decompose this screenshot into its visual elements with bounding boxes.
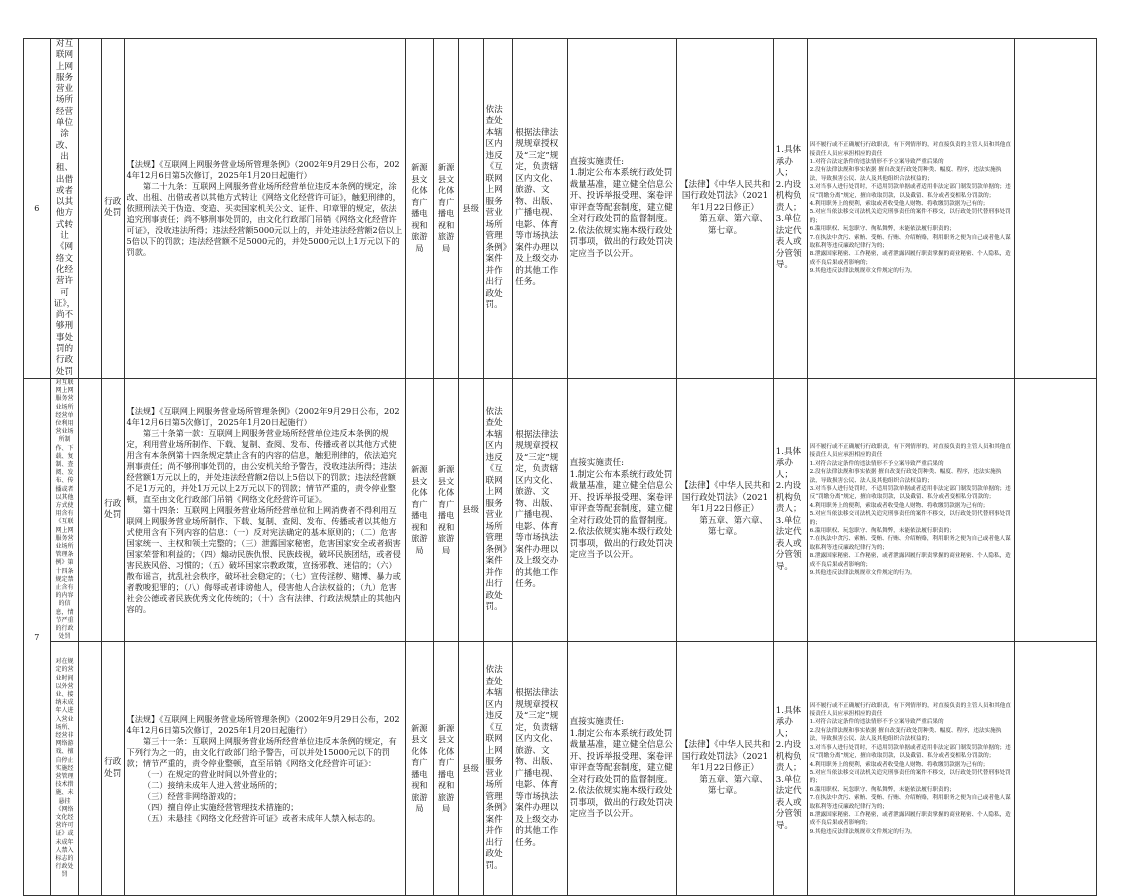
- basis-list-item: （五）未悬挂《网络文化经营许可证》或者未成年人禁入标志的。: [142, 812, 381, 823]
- blank-cell: [79, 642, 102, 896]
- accountability-cell: [807, 39, 1014, 379]
- level-cell: 县级: [458, 378, 483, 642]
- resp-cell: [567, 39, 677, 379]
- law-line: 【法律】《中华人民共和国行政处罚法》（2021年1月22日修正）: [679, 740, 771, 774]
- subject-resp-cell: [773, 642, 807, 896]
- resp-line: 2.依法依规实施本级行政处罚事项，做出的行政处罚决定应当予以公开。: [569, 527, 673, 561]
- blank-cell: [1014, 642, 1096, 896]
- resp-cell: [567, 378, 677, 642]
- subj-resp-line: 1.具体承办人；: [775, 446, 802, 480]
- accountability-line: 8.泄露国家秘密、工作秘密，或者泄露因履行职责掌握的商业秘密、个人隐私，造成不良后果或者影响的；: [809, 811, 1011, 827]
- resp-line: 1.制定公布本系统行政处罚裁量基准，建立健全信息公开、投诉举报受理、案卷评审评查等配套制度，建立健全对行政处罚的监督制度。: [569, 728, 673, 785]
- accountability-cell: [807, 642, 1014, 896]
- resp-line: 直接实施责任:: [569, 156, 625, 167]
- accountability-line: 4.利用职务上的便利，索取或者收受他人财物、将收缴罚款据为己有的；: [809, 502, 989, 509]
- accountability-line: 4.利用职务上的便利，索取或者收受他人财物、将收缴罚款据为己有的；: [809, 761, 989, 768]
- resp-line: 2.依法依规实施本级行政处罚事项，做出的行政处罚决定应当予以公开。: [569, 786, 673, 820]
- blank-cell: [1014, 378, 1096, 642]
- accountability-line: 2.没有法律法规和事实依据 擅自改变行政处罚种类、幅度、程序，违法实施执法，导致损害公民、法人及其他组织合法权益的；: [809, 469, 1002, 484]
- resp-cell: [567, 642, 677, 896]
- accountability-line: 8.泄露国家秘密、工作秘密，或者泄露因履行职责掌握的商业秘密、个人隐私，造成不良后果或者影响的；: [809, 553, 1011, 568]
- basis-article: 第三十一条：互联网上网服务营业场所经营单位违反本条例的规定，有下列行为之一的，由文化行政部门给予警告，可以并处15000元以下的罚款；情节严重的，责令停业整顿，直至吊销《网络文化经营许可证》：: [126, 735, 397, 768]
- accountability-line: 6.滥用职权、玩忽职守、徇私舞弊，未能依法履行职责的；: [809, 527, 955, 534]
- law-line: 【法律】《中华人民共和国行政处罚法》（2021年1月22日修正）: [679, 481, 771, 515]
- accountability-line: 8.泄露国家秘密、工作秘密，或者泄露因履行职责掌握的商业秘密、个人隐私，造成不良后果或者影响的；: [809, 251, 1011, 266]
- duty-cell: 根据法律法规规章授权及“三定”规定，负责辖区内文化、旅游、文物、出版、广播电视、电影、体育等市场执法案件办理以及上级交办的其他工作任务。: [513, 642, 567, 896]
- level-cell: 县级: [458, 39, 483, 379]
- accountability-line: 3.对当事人进行处罚时，不适用罚款单据或者适用非法定部门制发罚款单据的；违反“罚缴分离”规定，擅自收取罚款，以及截留、私分或者变相私分罚款的；: [809, 184, 1011, 199]
- basis-article: 第二十九条：互联网上网服务营业场所经营单位违反本条例的规定，涂改、出租、出借或者以其他方式转让《网络文化经营许可证》，触犯刑律的，依照刑法关于伪造、变造、买卖国家机关公文、证件、印章罪的规定，依法追究刑事责任；尚不够刑事处罚的，由文化行政部门吊销《网络文化经营许可证》，没收违法所得；违法经营额5000元以上的，并处违法经营额2倍以上5倍以下的罚款；违法经营额不足5000元的，并处5000元以上1万元以下的罚款。: [126, 180, 403, 257]
- basis-head: 【法规】《互联网上网服务营业场所管理条例》（2002年9月29日公布，2024年12月6日第5次修订，2025年1月20日起施行）: [126, 713, 400, 735]
- basis-list-item: （三）经营非网络游戏的；: [142, 790, 242, 801]
- accountability-cell: [807, 378, 1014, 642]
- subject-resp-cell: [773, 39, 807, 379]
- dept-short-cell: 新源县文化体育广播电视和旅游局: [434, 39, 459, 379]
- law-line: 【法律】《中华人民共和国行政处罚法》（2021年1月22日修正）: [679, 179, 771, 213]
- table-row: [24, 39, 1097, 379]
- basis-list-item: （一）在规定的营业时间以外营业的；: [142, 768, 283, 779]
- accountability-line: 7.在执法中贪污、索贿、受贿、行贿、介绍贿赂，利用职务之便为自己或者他人谋取私利等违反廉政纪律行为的；: [809, 795, 1011, 810]
- basis-head: 【法规】《互联网上网服务营业场所管理条例》（2002年9月29日公布，2024年12月6日第5次修订，2025年1月20日起施行）: [126, 405, 400, 427]
- basis-cell: [124, 378, 405, 642]
- law-cell: [677, 642, 773, 896]
- resp-line: 直接实施责任:: [569, 458, 625, 469]
- accountability-line: 1.对符合法定条件的违法情形不予立案导致严重后果的: [809, 460, 944, 467]
- table-row: [24, 378, 1097, 642]
- accountability-line: 9.其他违反法律法规规章文件规定的行为。: [809, 570, 916, 576]
- duty-cell: 根据法律法规规章授权及“三定”规定，负责辖区内文化、旅游、文物、出版、广播电视、电影、体育等市场执法案件办理以及上级交办的其他工作任务。: [513, 378, 567, 642]
- item-name-cell: 对在规定的营业时间以外营业、接纳未成年人进入营业场所、经营非网络游戏、擅自停止实施经营管理技术措施、未悬挂《网络文化经营许可证》或未成年人禁入标志的行政处罚: [50, 642, 79, 896]
- subj-resp-line: 3.单位法定代表人或分管领导。: [775, 515, 802, 572]
- accountability-line: 1.对符合法定条件的违法情形不予立案导致严重后果的: [809, 719, 944, 726]
- law-line: 第五章、第六章、第七章。: [699, 515, 769, 538]
- subj-resp-line: 3.单位法定代表人或分管领导。: [775, 774, 802, 831]
- accountability-line: 5.对应当依法移交司法机关追究刑事责任的案件不移交，以行政处罚代替刑事处罚的；: [809, 209, 1011, 224]
- basis-list-item: （四）擅自停止实施经营管理技术措施的；: [142, 801, 299, 812]
- level-cell: 县级: [458, 642, 483, 896]
- accountability-line: 因不履行或不正确履行行政职责，有下列情形的，对直接负责的主管人员和其他直接责任人员应承担相应的责任: [809, 142, 1011, 157]
- resp-line: 1.制定公布本系统行政处罚裁量基准，建立健全信息公开、投诉举报受理、案卷评审评查等配套制度，建立健全对行政处罚的监督制度。: [569, 168, 673, 225]
- resp-line: 2.依法依规实施本级行政处罚事项，做出的行政处罚决定应当予以公开。: [569, 225, 673, 259]
- subj-resp-line: 2.内设机构负责人；: [775, 179, 802, 213]
- subject-cell: 依法查处本辖区内违反《互联网上网服务营业场所管理条例》案件并作出行政处罚。: [483, 378, 513, 642]
- subj-resp-line: 3.单位法定代表人或分管领导。: [775, 214, 802, 271]
- blank-cell: [79, 378, 102, 642]
- dept-cell: 新源县文化体育广播电视和旅游局: [405, 39, 434, 379]
- basis-list-item: （二）接纳未成年人进入营业场所的；: [142, 779, 283, 790]
- law-line: 第五章、第六章、第七章。: [699, 214, 769, 236]
- accountability-line: 7.在执法中贪污、索贿、受贿、行贿、介绍贿赂，利用职务之便为自己或者他人谋取私利等违反廉政纪律行为的；: [809, 536, 1011, 551]
- subj-resp-line: 2.内设机构负责人；: [775, 481, 802, 515]
- basis-article: 第十四条：互联网上网服务营业场所经营单位和上网消费者不得利用互联网上网服务营业场所制作、下载、复制、查阅、发布、传播或者以其他方式使用含有下列内容的信息：（一）反对宪法确定的基本原则的；（二）危害国家统一、主权和领土完整的；（三）泄露国家秘密，危害国家安全或者损害国家荣誉和利益的；（四）煽动民族仇恨、民族歧视，破坏民族团结，或者侵害民族风俗、习惯的；（五）破坏国家宗教政策，宣扬邪教、迷信的；（六）散布谣言，扰乱社会秩序，破坏社会稳定的；（七）宣传淫秽、赌博、暴力或者教唆犯罪的；（八）侮辱或者诽谤他人，侵害他人合法权益的；（九）危害社会公德或者民族优秀文化传统的；（十）含有法律、行政法规禁止的其他内容的。: [126, 504, 401, 614]
- basis-head: 【法规】《互联网上网服务营业场所管理条例》（2002年9月29日公布，2024年12月6日第5次修订，2025年1月20日起施行）: [126, 158, 400, 180]
- accountability-line: 6.滥用职权、玩忽职守、徇私舞弊，未能依法履行职责的；: [809, 226, 955, 233]
- accountability-line: 9.其他违反法律法规规章文件规定的行为。: [809, 828, 916, 835]
- accountability-line: 4.利用职务上的便利，索取或者收受他人财物、将收缴罚款据为己有的；: [809, 201, 989, 208]
- accountability-line: 5.对应当依法移交司法机关追究刑事责任的案件不移交，以行政处罚代替刑事处罚的；: [809, 769, 1011, 785]
- blank-cell: [79, 39, 102, 379]
- accountability-line: 9.其他违反法律法规规章文件规定的行为。: [809, 268, 916, 275]
- category-cell: 行政处罚: [101, 642, 124, 896]
- accountability-line: 因不履行或不正确履行行政职责，有下列情形的，对直接负责的主管人员和其他直接责任人员应承担相应的责任: [809, 443, 1011, 459]
- subj-resp-line: 1.具体承办人；: [775, 145, 802, 179]
- table-row: [24, 642, 1097, 896]
- dept-short-cell: 新源县文化体育广播电视和旅游局: [434, 642, 459, 896]
- dept-cell: 新源县文化体育广播电视和旅游局: [405, 642, 434, 896]
- accountability-line: 3.对当事人进行处罚时，不适用罚款单据或者适用非法定部门制发罚款单据的；违反“罚缴分离”规定，擅自收取罚款，以及截留、私分或者变相私分罚款的；: [809, 744, 1011, 760]
- law-line: 第五章、第六章、第七章。: [699, 774, 769, 797]
- accountability-line: 3.对当事人进行处罚时，不适用罚款单据或者适用非法定部门制发罚款单据的；违反“罚缴分离”规定，擅自收取罚款，以及截留、私分或者变相私分罚款的；: [809, 485, 1011, 501]
- dept-cell: 新源县文化体育广播电视和旅游局: [405, 378, 434, 642]
- accountability-line: 2.没有法律法规和事实依据 擅自改变行政处罚种类、幅度、程序，违法实施执法，导致损害公民、法人及其他组织合法权益的；: [809, 167, 1002, 182]
- subject-cell: 依法查处本辖区内违反《互联网上网服务营业场所管理条例》案件并作出行政处罚。: [483, 39, 513, 379]
- dept-short-cell: 新源县文化体育广播电视和旅游局: [434, 378, 459, 642]
- law-cell: [677, 378, 773, 642]
- responsibility-table: [23, 38, 1097, 896]
- category-cell: 行政处罚: [101, 39, 124, 379]
- subj-resp-line: 2.内设机构负责人；: [775, 740, 802, 774]
- accountability-line: 2.没有法律法规和事实依据 擅自改变行政处罚种类、幅度、程序，违法实施执法，导致损害公民、法人及其他组织合法权益的；: [809, 727, 1002, 743]
- accountability-line: 因不履行或不正确履行行政职责，有下列情形的，对直接负责的主管人员和其他直接责任人员应承担相应的责任: [809, 702, 1011, 718]
- accountability-line: 6.滥用职权、玩忽职守、徇私舞弊，未能依法履行职责的；: [809, 786, 955, 793]
- seq-cell: 7: [24, 378, 51, 896]
- accountability-line: 7.在执法中贪污、索贿、受贿、行贿、介绍贿赂，利用职务之便为自己或者他人谋取私利等违反廉政纪律行为的；: [809, 234, 1011, 250]
- accountability-line: 1.对符合法定条件的违法情形不予立案导致严重后果的: [809, 159, 944, 166]
- category-cell: 行政处罚: [101, 378, 124, 642]
- subject-cell: 依法查处本辖区内违反《互联网上网服务营业场所管理条例》案件并作出行政处罚。: [483, 642, 513, 896]
- law-cell: [677, 39, 773, 379]
- duty-cell: 根据法律法规规章授权及“三定”规定，负责辖区内文化、旅游、文物、出版、广播电视、电影、体育等市场执法案件办理以及上级交办的其他工作任务。: [513, 39, 567, 379]
- basis-cell: [124, 642, 405, 896]
- resp-line: 1.制定公布本系统行政处罚裁量基准，建立健全信息公开、投诉举报受理、案卷评审评查等配套制度，建立健全对行政处罚的监督制度。: [569, 469, 673, 526]
- subj-resp-line: 1.具体承办人；: [775, 705, 802, 739]
- basis-article: 第三十条第一款：互联网上网服务营业场所经营单位违反本条例的规定，利用营业场所制作、下载、复制、查阅、发布、传播或者以其他方式使用含有本条例第十四条规定禁止含有的内容的信息，触犯刑律的，依法追究刑事责任；尚不够刑事处罚的，由公安机关给予警告，没收违法所得；违法经营额1万元以上的，并处违法经营额2倍以上5倍以下的罚款；违法经营额不足1万元的，并处1万元以上2万元以下的罚款；情节严重的，责令停业整顿，直至由文化行政部门吊销《网络文化经营许可证》。: [126, 427, 397, 504]
- subject-resp-cell: [773, 378, 807, 642]
- accountability-line: 5.对应当依法移交司法机关追究刑事责任的案件不移交，以行政处罚代替刑事处罚的；: [809, 511, 1011, 526]
- item-name-cell: 对互联网上网服务营业场所经营单位利用营业场所制作、下载、复制、查阅、发布、传播或者以其他方式使用含有《互联网上网服务营业场所管理条例》第十四条规定禁止含有的内容的信息，情节严重的行政处罚: [50, 378, 79, 642]
- blank-cell: [1014, 39, 1096, 379]
- basis-cell: [124, 39, 405, 379]
- seq-cell: 6: [24, 39, 51, 379]
- resp-line: 直接实施责任:: [569, 717, 625, 728]
- item-name-cell: 对互联网上网服务营业场所经营单位涂改、出租、出借或者以其他方式转让《网络文化经营许可证》，尚不够刑事处罚的行政处罚: [50, 39, 79, 379]
